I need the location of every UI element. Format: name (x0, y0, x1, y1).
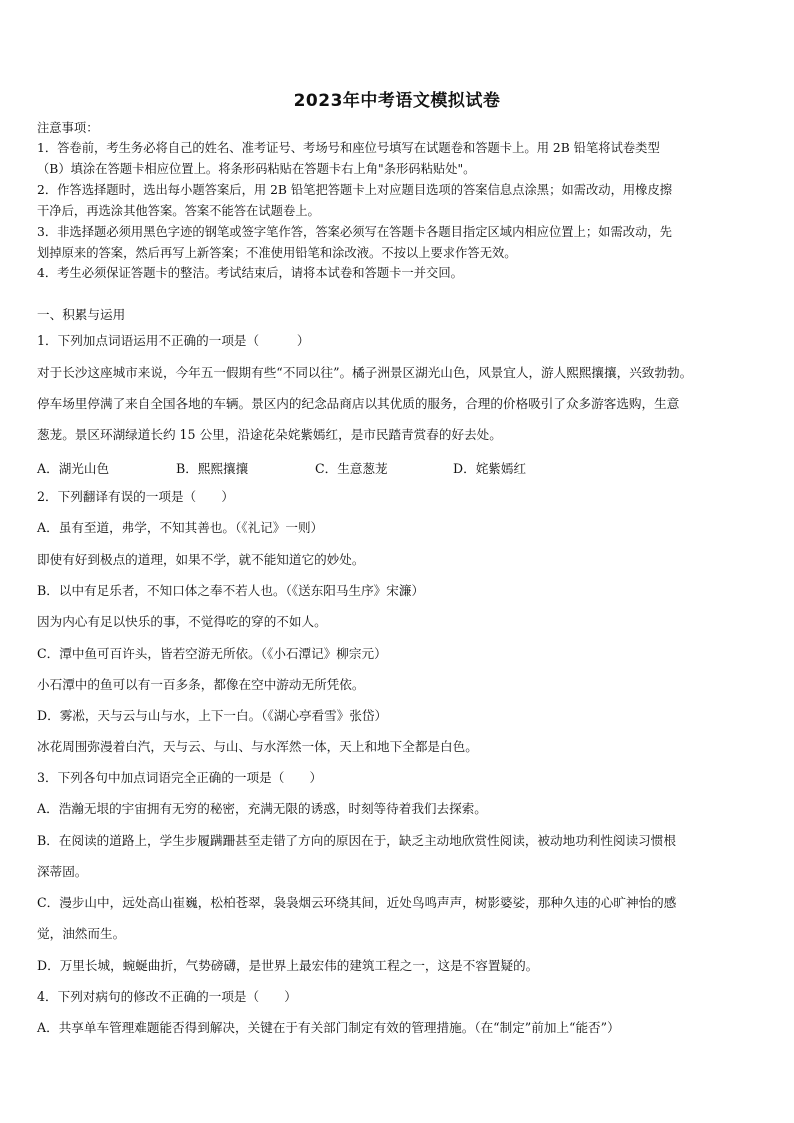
question-line: D．万里长城，蜿蜒曲折，气势磅礴，是世界上最宏伟的建筑工程之一，这是不容置疑的。 (37, 958, 539, 973)
question-line: A．共享单车管理难题能否得到解决，关键在于有关部门制定有效的管理措施。（在“制定”前加上“能否”） (37, 1020, 620, 1035)
question-line: D．雾凇，天与云与山与水，上下一白。（《湖心亭看雪》张岱） (37, 708, 388, 723)
question-line: 因为内心有足以快乐的事，不觉得吃的穿的不如人。 (37, 614, 327, 629)
question-line: B．在阅读的道路上，学生步履蹒跚甚至走错了方向的原因在于，缺乏主动地欣赏性阅读，被动地功利性阅读习惯根 (37, 833, 676, 848)
option-d: D．姹紫嫣红 (453, 461, 527, 476)
passage-line: 对于长沙这座城市来说，今年五一假期有些“不同以往”。橘子洲景区湖光山色，风景宜人，游人熙熙攘攘，兴致勃勃。 (37, 365, 693, 380)
question-line: 觉，油然而生。 (37, 926, 126, 941)
notice-line: 干净后，再选涂其他答案。答案不能答在试题卷上。 (37, 204, 320, 218)
question-line: A．虽有至道，弗学，不知其善也。（《礼记》一则） (37, 520, 324, 535)
question-stem: 2．下列翻译有误的一项是（ ） (37, 489, 234, 504)
section-heading: 一、积累与运用 (37, 307, 126, 322)
question-line: B．以中有足乐者，不知口体之奉不若人也。（《送东阳马生序》宋濂） (37, 583, 425, 598)
question-line: 即使有好到极点的道理，如果不学，就不能知道它的妙处。 (37, 552, 365, 567)
question-line: C．漫步山中，远处高山崔巍，松柏苍翠，袅袅烟云环绕其间，近处鸟鸣声声，树影婆娑，那种久违的心旷神怡的感 (37, 895, 677, 910)
question-stem: 4．下列对病句的修改不正确的一项是（ ） (37, 989, 297, 1004)
question-line: C．潭中鱼可百许头，皆若空游无所依。（《小石潭记》柳宗元） (37, 646, 387, 661)
notice-line: 2．作答选择题时，选出每小题答案后，用 2B 铅笔把答题卡上对应题目选项的答案信息点涂黑；如需改动，用橡皮擦 (37, 183, 673, 197)
option-b: B．熙熙攘攘 (176, 461, 249, 476)
option-a: A．湖光山色 (37, 461, 110, 476)
passage-line: 停车场里停满了来自全国各地的车辆。景区内的纪念品商店以其优质的服务，合理的价格吸引了众多游客选购，生意 (37, 396, 680, 411)
question-stem: 1．下列加点词语运用不正确的一项是（ ） (37, 333, 310, 348)
question-line: A．浩瀚无垠的宇宙拥有无穷的秘密，充满无限的诱惑，时刻等待着我们去探索。 (37, 801, 487, 816)
notice-line: 4．考生必须保证答题卡的整洁。考试结束后，请将本试卷和答题卡一并交回。 (37, 266, 463, 280)
notice-line: 1．答卷前，考生务必将自己的姓名、准考证号、考场号和座位号填写在试题卷和答题卡上。用 2B 铅笔将试卷类型 (37, 141, 660, 155)
question-line: 小石潭中的鱼可以有一百多条，都像在空中游动无所凭依。 (37, 677, 365, 692)
passage-line: 葱茏。景区环湖绿道长约 15 公里，沿途花朵姹紫嫣红，是市民踏青赏春的好去处。 (37, 427, 502, 442)
question-line: 深蒂固。 (37, 864, 88, 879)
notice-line: 划掉原来的答案，然后再写上新答案；不准使用铅笔和涂改液。不按以上要求作答无效。 (37, 246, 517, 260)
notice-line: （B）填涂在答题卡相应位置上。将条形码粘贴在答题卡右上角"条形码粘贴处"。 (37, 162, 476, 176)
option-c: C．生意葱茏 (315, 461, 388, 476)
question-line: 冰花周围弥漫着白汽，天与云、与山、与水浑然一体，天上和地下全都是白色。 (37, 739, 478, 754)
exam-title: 2023年中考语文模拟试卷 (293, 91, 501, 111)
notice-heading: 注意事项： (37, 121, 99, 135)
question-stem: 3．下列各句中加点词语完全正确的一项是（ ） (37, 770, 323, 785)
notice-line: 3．非选择题必须用黑色字迹的钢笔或签字笔作答，答案必须写在答题卡各题目指定区域内相应位置上；如需改动，先 (37, 225, 672, 239)
